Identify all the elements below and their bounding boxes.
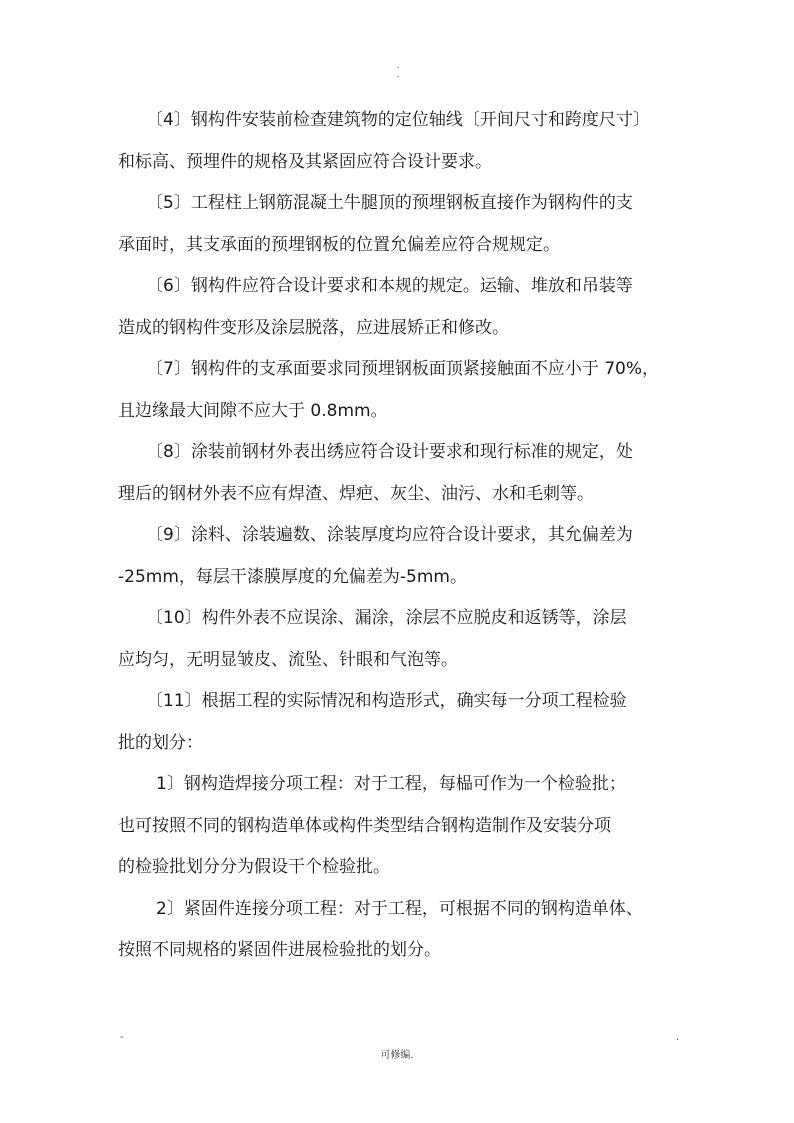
paragraph-line: 〔7〕钢构件的支承面要求同预埋钢板面顶紧接触面不应小于 70%， xyxy=(146,359,660,379)
paragraph-line: 〔10〕构件外表不应误涂、漏涂，涂层不应脱皮和返锈等，涂层 xyxy=(146,608,627,628)
paragraph-line: 〔8〕涂装前钢材外表出绣应符合设计要求和现行标准的规定，处 xyxy=(146,442,633,462)
paragraph-line: 2〕紧固件连接分项工程：对于工程，可根据不同的钢构造单体、 xyxy=(156,898,643,919)
document-body xyxy=(118,100,688,972)
paragraph-line: 1〕钢构造焊接分项工程：对于工程，每榀可作为一个检验批； xyxy=(156,774,626,794)
paragraph-line: 承面时，其支承面的预埋钢板的位置允偏差应符合规规定。 xyxy=(118,234,560,255)
paragraph-line: 且边缘最大间隙不应大于 0.8mm。 xyxy=(118,400,388,421)
footer-text: 可修编. xyxy=(380,1050,414,1061)
paragraph-line: 〔11〕根据工程的实际情况和构造形式，确实每一分项工程检验 xyxy=(146,691,627,711)
paragraph-line: 造成的钢构件变形及涂层脱落，应进展矫正和修改。 xyxy=(118,317,509,338)
paragraph-line: 也可按照不同的钢构造单体或构件类型结合钢构造制作及安装分项 xyxy=(118,815,611,836)
paragraph-line: 〔9〕涂料、涂装遍数、涂装厚度均应符合设计要求，其允偏差为 xyxy=(146,525,633,545)
paragraph-line: -25mm，每层干漆膜厚度的允偏差为-5mm。 xyxy=(118,566,467,587)
footer-left-mark: - xyxy=(120,1032,124,1043)
paragraph-line: 应均匀，无明显皱皮、流坠、针眼和气泡等。 xyxy=(118,649,458,670)
paragraph-line: 〔6〕钢构件应符合设计要求和本规的规定。运输、堆放和吊装等 xyxy=(146,276,633,296)
header-mark: . . xyxy=(396,61,400,80)
paragraph-line: 的检验批划分分为假设干个检验批。 xyxy=(118,857,390,877)
paragraph-line: 〔5〕工程柱上钢筋混凝土牛腿顶的预埋钢板直接作为钢构件的支 xyxy=(146,193,633,213)
paragraph-line: 〔4〕钢构件安装前检查建筑物的定位轴线〔开间尺寸和跨度尺寸〕 xyxy=(146,110,650,130)
footer-right-mark: . xyxy=(676,1032,680,1043)
paragraph-line: 和标高、预埋件的规格及其紧固应符合设计要求。 xyxy=(118,151,492,172)
paragraph-line: 按照不同规格的紧固件进展检验批的划分。 xyxy=(118,940,441,960)
paragraph-line: 批的划分： xyxy=(118,732,203,753)
paragraph-line: 理后的钢材外表不应有焊渣、焊疤、灰尘、油污、水和毛刺等。 xyxy=(118,483,594,504)
